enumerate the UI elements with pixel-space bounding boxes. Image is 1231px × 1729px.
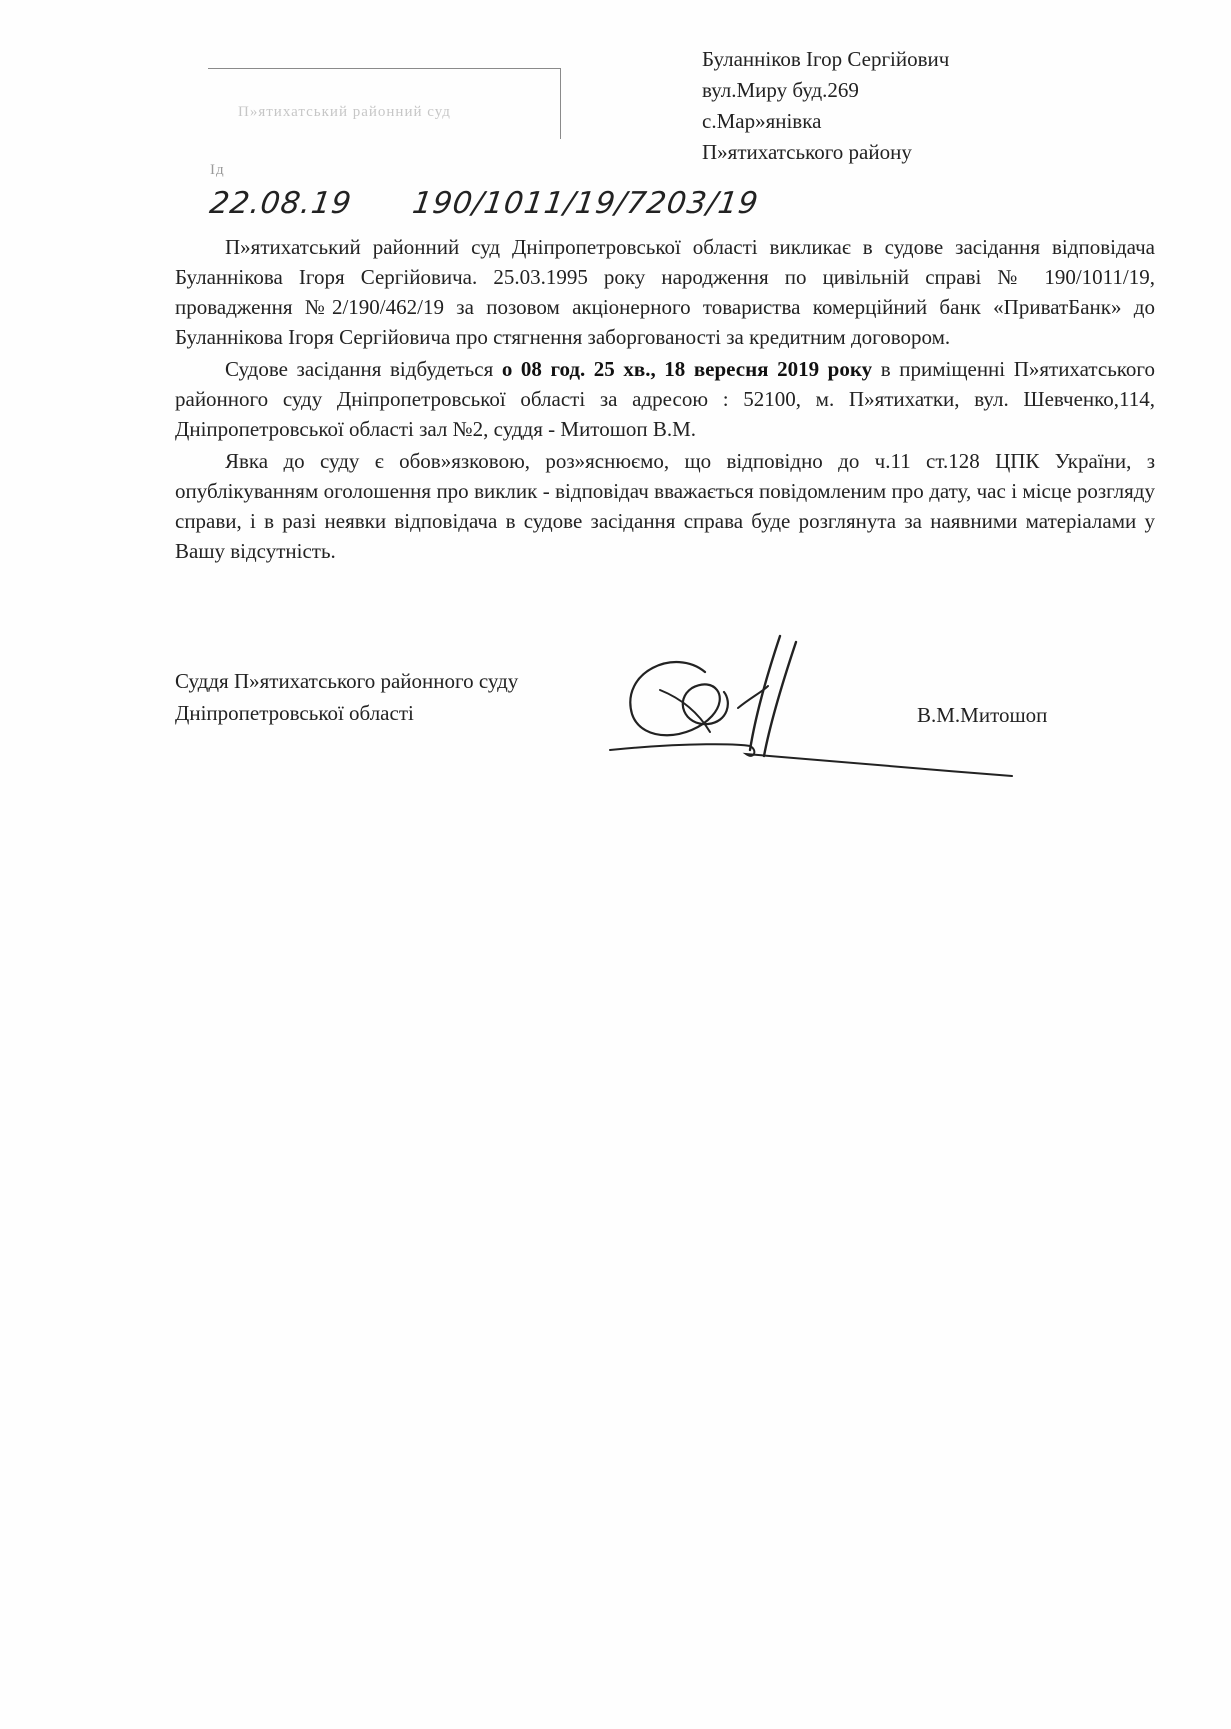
notice-paragraph-2: Судове засідання відбудеться о 08 год. 25 хв., 18 вересня 2019 року в приміщенні П»ятихатського районного суду Дніпропетровської області за адресою : 52100, м. П»ятихатки, вул. Шевченко,114, Дніпропетровської області зал №2, суддя - Митошоп В.М. <box>175 357 1155 441</box>
recipient-name: Буланніков Ігор Сергійович <box>702 47 950 71</box>
stamp-text-line1: П»ятихатський районний суд <box>238 104 451 120</box>
judge-title-line2: Дніпропетровської області <box>175 701 414 725</box>
judge-title <box>175 665 518 729</box>
registration-number: 190/1011/19/7203/19 <box>410 186 761 221</box>
recipient-village: с.Мар»янівка <box>702 109 822 133</box>
registration-date: 22.08.19 <box>207 186 355 221</box>
registration-stamp <box>208 68 560 178</box>
notice-paragraph-3: Явка до суду є обов»язковою, роз»яснюємо, що відповідно до ч.11 ст.128 ЦПК України, з опублікуванням оголошення про виклик - відповідач вважається повідомленим про дату, час і місце розгляду справи, і в разі неявки відповідача в судове засідання справа буде розглянута за наявними матеріалами у Вашу відсутність. <box>175 449 1155 563</box>
handwritten-registration <box>208 186 761 221</box>
judge-name: В.М.Митошоп <box>917 703 1048 727</box>
recipient-address <box>702 44 949 168</box>
judge-title-line1: Суддя П»ятихатського районного суду <box>175 669 519 693</box>
notice-body <box>175 232 1155 568</box>
hearing-datetime: о 08 год. 25 хв., 18 вересня 2019 року <box>501 357 873 381</box>
recipient-district: П»ятихатського району <box>702 140 912 164</box>
recipient-street: вул.Миру буд.269 <box>702 78 859 102</box>
notice-paragraph-1: П»ятихатський районний суд Дніпропетровської області викликає в судове засідання відповідача Буланнікова Ігоря Сергійовича. 25.03.1995 року народження по цивільній справі № 190/1011/19, провадження №2/190/462/19 за позовом акціонерного товариства комерційний банк «ПриватБанк» до Буланнікова Ігоря Сергійовича про стягнення заборгованості за кредитним договором. <box>175 235 1155 349</box>
stamp-text-line2: Ід <box>210 162 225 178</box>
